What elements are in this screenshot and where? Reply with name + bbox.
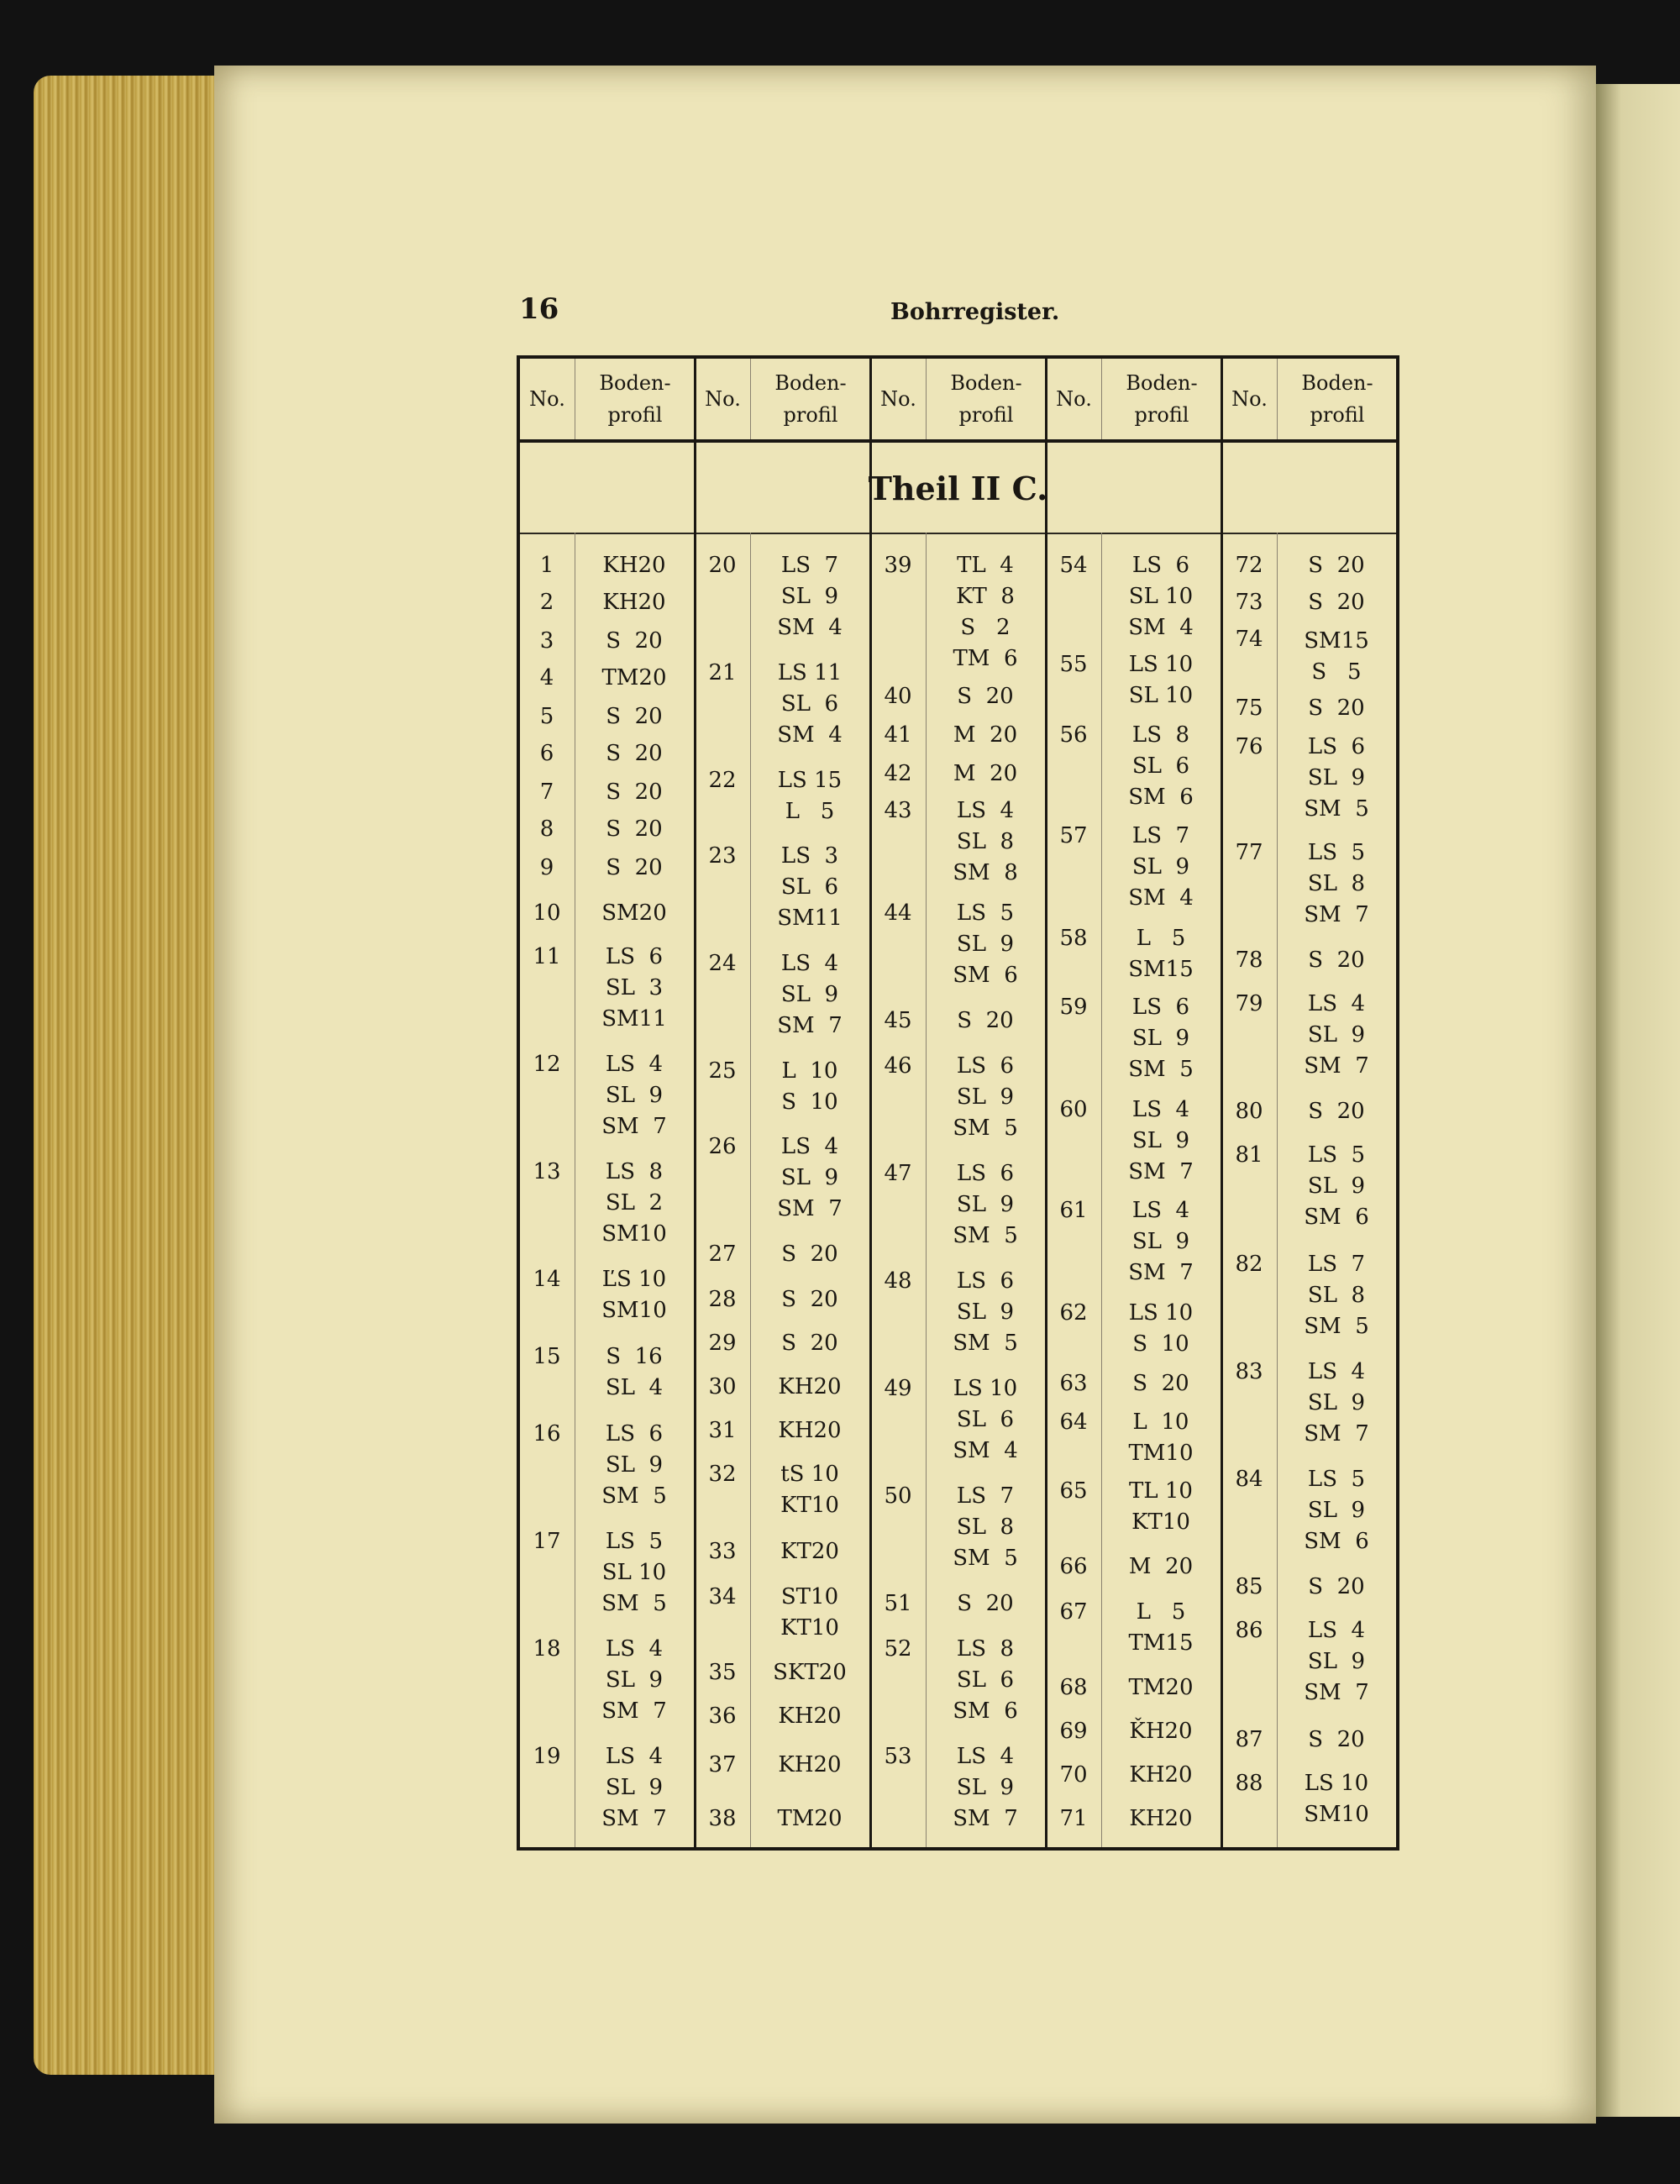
bodenprofil-entry: SL 9: [605, 1667, 664, 1693]
bohrung-number: 23: [708, 843, 737, 869]
bodenprofil-entry: SM 4: [1128, 615, 1194, 640]
bodenprofil-entry: SM 6: [1304, 1205, 1369, 1230]
bodenprofil-entry: S 20: [1308, 1574, 1365, 1599]
bodenprofil-entry: SL 9: [1131, 854, 1190, 879]
bohrung-number: 51: [884, 1591, 912, 1616]
bohrung-number: 71: [1059, 1806, 1088, 1831]
bodenprofil-entry: SL 9: [956, 1084, 1015, 1110]
bohrung-number: 39: [884, 553, 912, 578]
bohrung-number: 9: [539, 855, 554, 880]
bohrung-number: 77: [1235, 840, 1263, 865]
bodenprofil-entry: KT 8: [956, 584, 1015, 609]
bohrung-number: 73: [1235, 590, 1263, 615]
bohrung-number: 58: [1059, 926, 1088, 951]
bodenprofil-entry: S 20: [1308, 1099, 1365, 1124]
bodenprofil-entry: SM 5: [601, 1483, 667, 1509]
bodenprofil-entry: S 20: [1308, 948, 1365, 973]
bodenprofil-entry: S 20: [606, 704, 663, 729]
bodenprofil-entry: SM 7: [777, 1013, 843, 1038]
bohrung-number: 45: [884, 1008, 912, 1033]
bodenprofil-entry: S 20: [606, 855, 663, 880]
bohrung-number: 32: [708, 1462, 737, 1487]
bohrung-number: 86: [1235, 1618, 1263, 1643]
bohrung-number: 26: [708, 1134, 737, 1159]
column-divider: [1277, 533, 1278, 1847]
bohrung-number: 8: [539, 816, 554, 842]
bodenprofil-entry: LS 4: [956, 1744, 1015, 1769]
bohrung-number: 41: [884, 722, 912, 748]
bohrung-number: 25: [708, 1058, 737, 1084]
bohrung-number: 55: [1059, 652, 1088, 677]
bodenprofil-entry: SM 5: [953, 1116, 1018, 1141]
bodenprofil-entry: S 20: [781, 1287, 838, 1312]
bodenprofil-entry: SL 10: [601, 1560, 667, 1585]
bodenprofil-entry: S 20: [1132, 1371, 1189, 1396]
header-bodenprofil: Boden- profil: [599, 371, 671, 427]
bohrung-number: 34: [708, 1584, 737, 1609]
bodenprofil-entry: KT10: [780, 1615, 839, 1641]
bodenprofil-entry: SKT20: [773, 1660, 847, 1685]
bodenprofil-entry: TM20: [601, 665, 667, 690]
bodenprofil-entry: KH20: [778, 1704, 842, 1729]
bodenprofil-entry: SL 10: [1128, 683, 1194, 708]
bodenprofil-entry: KH20: [602, 590, 666, 615]
bodenprofil-entry: M 20: [953, 761, 1018, 786]
bodenprofil-entry: KH20: [778, 1418, 842, 1443]
bohrung-number: 7: [539, 780, 554, 805]
bodenprofil-entry: SL 9: [1307, 1173, 1366, 1199]
bodenprofil-entry: LS 15: [777, 768, 843, 793]
bodenprofil-entry: SL 9: [780, 1165, 839, 1190]
book-page-edges: [34, 76, 227, 2075]
bodenprofil-entry: LS 7: [1131, 823, 1190, 848]
section-rule: [520, 533, 1396, 534]
bodenprofil-entry: SL 9: [605, 1775, 664, 1800]
bohrung-number: 33: [708, 1539, 737, 1564]
bohrung-number: 76: [1235, 734, 1263, 759]
bodenprofil-entry: SM 7: [1128, 1159, 1194, 1184]
header-bodenprofil: Boden- profil: [950, 371, 1022, 427]
bodenprofil-entry: LS 4: [1307, 1618, 1366, 1643]
bohrung-number: 2: [539, 590, 554, 615]
bodenprofil-entry: LS 6: [956, 1268, 1015, 1294]
bohrung-number: 43: [884, 798, 912, 823]
bodenprofil-entry: LS 4: [605, 1744, 664, 1769]
bodenprofil-entry: TM20: [1128, 1675, 1194, 1700]
bodenprofil-entry: KH20: [778, 1374, 842, 1399]
header-bodenprofil: Boden- profil: [774, 371, 847, 427]
group-divider: [869, 359, 872, 1847]
bodenprofil-entry: SL 6: [780, 691, 839, 717]
bodenprofil-entry: S 10: [1132, 1331, 1189, 1357]
bohrung-number: 52: [884, 1636, 912, 1662]
bodenprofil-entry: ST10: [780, 1584, 839, 1609]
bodenprofil-entry: SM15: [1304, 628, 1369, 654]
bohrung-number: 57: [1059, 823, 1088, 848]
bodenprofil-entry: SM 5: [953, 1223, 1018, 1248]
bodenprofil-entry: SL 9: [956, 1775, 1015, 1800]
bohrung-number: 36: [708, 1704, 737, 1729]
bodenprofil-entry: SM 6: [953, 963, 1018, 988]
bodenprofil-entry: SM10: [601, 1298, 667, 1323]
bohrung-number: 30: [708, 1374, 737, 1399]
column-divider: [926, 533, 927, 1847]
bodenprofil-entry: KT10: [780, 1493, 839, 1518]
header-no: No.: [1231, 387, 1268, 411]
header-bodenprofil: Boden- profil: [1126, 371, 1198, 427]
bodenprofil-entry: LS 7: [956, 1483, 1015, 1509]
bohrung-number: 1: [539, 553, 554, 578]
bodenprofil-entry: SM 5: [1128, 1057, 1194, 1082]
bodenprofil-entry: S 20: [1308, 1727, 1365, 1752]
bohrung-number: 66: [1059, 1554, 1088, 1579]
bodenprofil-entry: LS 4: [605, 1636, 664, 1662]
bodenprofil-entry: LS 10: [953, 1376, 1018, 1401]
bodenprofil-entry: LS 6: [956, 1053, 1015, 1079]
bohrung-number: 87: [1235, 1727, 1263, 1752]
bohrung-number: 38: [708, 1806, 737, 1831]
bodenprofil-entry: SM 6: [953, 1698, 1018, 1724]
bohrung-number: 64: [1059, 1410, 1088, 1435]
bohrung-number: 84: [1235, 1467, 1263, 1492]
bohrung-number: 46: [884, 1053, 912, 1079]
bodenprofil-entry: SM20: [601, 900, 667, 926]
bohrung-number: 4: [539, 665, 554, 690]
bohrung-number: 65: [1059, 1478, 1088, 1504]
bohrung-number: 62: [1059, 1300, 1088, 1326]
bodenprofil-entry: SM 7: [1304, 1421, 1369, 1446]
column-divider: [1101, 533, 1102, 1847]
bodenprofil-entry: SL 10: [1128, 584, 1194, 609]
bodenprofil-entry: S 20: [606, 628, 663, 654]
bodenprofil-entry: SM 4: [777, 615, 843, 640]
bodenprofil-entry: SL 4: [605, 1375, 664, 1400]
bodenprofil-entry: LS 4: [1307, 991, 1366, 1016]
bodenprofil-entry: SL 9: [1131, 1026, 1190, 1051]
bodenprofil-entry: KH20: [602, 553, 666, 578]
bodenprofil-entry: S 20: [606, 816, 663, 842]
bohrung-number: 44: [884, 900, 912, 926]
bodenprofil-entry: SM 4: [777, 722, 843, 748]
bodenprofil-entry: SL 8: [1307, 1283, 1366, 1308]
bodenprofil-entry: SL 9: [956, 932, 1015, 957]
bodenprofil-entry: LS 10: [1304, 1771, 1369, 1796]
bodenprofil-entry: S 20: [957, 1591, 1014, 1616]
bodenprofil-entry: tS 10: [780, 1462, 839, 1487]
bohrung-number: 27: [708, 1242, 737, 1267]
bohrung-number: 81: [1235, 1142, 1263, 1168]
bodenprofil-entry: SL 9: [956, 1192, 1015, 1217]
bodenprofil-entry: S 20: [606, 780, 663, 805]
bodenprofil-entry: SM10: [1304, 1802, 1369, 1827]
bodenprofil-entry: LS 5: [1307, 840, 1366, 865]
bodenprofil-entry: L 5: [785, 799, 835, 824]
bodenprofil-entry: L 10: [1132, 1410, 1189, 1435]
bodenprofil-entry: KH20: [778, 1752, 842, 1777]
bohrung-number: 17: [533, 1529, 561, 1554]
bodenprofil-entry: SM15: [1128, 957, 1194, 982]
bodenprofil-entry: S 20: [606, 741, 663, 766]
bohrung-number: 60: [1059, 1097, 1088, 1122]
bohrung-number: 16: [533, 1421, 561, 1446]
bodenprofil-entry: LS 6: [956, 1161, 1015, 1186]
bodenprofil-entry: SM10: [601, 1221, 667, 1247]
bodenprofil-entry: L 10: [781, 1058, 838, 1084]
bodenprofil-entry: SL 6: [956, 1667, 1015, 1693]
facing-page-edge: [1596, 84, 1680, 2117]
running-head: Bohrregister.: [890, 299, 1060, 325]
bodenprofil-entry: SL 9: [780, 982, 839, 1007]
bodenprofil-entry: LS 11: [777, 660, 843, 685]
bohrregister-table: [517, 355, 1399, 1851]
bodenprofil-entry: LS 4: [780, 1134, 839, 1159]
bodenprofil-entry: LS 4: [1131, 1097, 1190, 1122]
bohrung-number: 21: [708, 660, 737, 685]
bohrung-number: 10: [533, 900, 561, 926]
bodenprofil-entry: TM10: [1128, 1441, 1194, 1466]
bohrung-number: 63: [1059, 1371, 1088, 1396]
bohrung-number: 11: [533, 944, 561, 969]
bodenprofil-entry: SL 9: [605, 1452, 664, 1478]
bodenprofil-entry: S 2: [960, 615, 1011, 640]
bohrung-number: 29: [708, 1331, 737, 1356]
bodenprofil-entry: LS 7: [1307, 1252, 1366, 1277]
group-divider: [694, 359, 696, 1847]
bodenprofil-entry: SM 6: [1304, 1529, 1369, 1554]
bodenprofil-entry: KT10: [1131, 1509, 1190, 1535]
bohrung-number: 75: [1235, 696, 1263, 721]
bodenprofil-entry: TM15: [1128, 1630, 1194, 1656]
bohrung-number: 42: [884, 761, 912, 786]
bodenprofil-entry: LS 4: [1307, 1359, 1366, 1384]
bodenprofil-entry: SM 8: [953, 860, 1018, 885]
bodenprofil-entry: LS 10: [1128, 1300, 1194, 1326]
bodenprofil-entry: TM20: [777, 1806, 843, 1831]
bodenprofil-entry: LS 5: [605, 1529, 664, 1554]
bohrung-number: 82: [1235, 1252, 1263, 1277]
bodenprofil-entry: ĽS 10: [601, 1267, 667, 1292]
bodenprofil-entry: SL 3: [605, 975, 664, 1000]
bohrung-number: 35: [708, 1660, 737, 1685]
bohrung-number: 47: [884, 1161, 912, 1186]
bodenprofil-entry: LS 4: [605, 1052, 664, 1077]
bodenprofil-entry: LS 3: [780, 843, 839, 869]
header-rule: [520, 439, 1396, 443]
bodenprofil-entry: SL 2: [605, 1190, 664, 1215]
bodenprofil-entry: S 16: [606, 1344, 663, 1369]
bohrung-number: 74: [1235, 627, 1263, 652]
bohrung-number: 67: [1059, 1599, 1088, 1625]
bodenprofil-entry: SM 7: [1128, 1260, 1194, 1285]
header-no: No.: [880, 387, 916, 411]
bodenprofil-entry: S 20: [1308, 696, 1365, 721]
bohrung-number: 72: [1235, 553, 1263, 578]
bodenprofil-entry: LS 8: [956, 1636, 1015, 1662]
bohrung-number: 59: [1059, 995, 1088, 1020]
bohrung-number: 6: [539, 741, 554, 766]
bodenprofil-entry: TL 10: [1129, 1478, 1193, 1504]
bodenprofil-entry: S 20: [1308, 590, 1365, 615]
bodenprofil-entry: LS 6: [1131, 553, 1190, 578]
bodenprofil-entry: SM 7: [601, 1806, 667, 1831]
bodenprofil-entry: SM 5: [1304, 796, 1369, 822]
bodenprofil-entry: S 20: [781, 1242, 838, 1267]
header-no: No.: [1056, 387, 1092, 411]
bodenprofil-entry: KT20: [780, 1539, 839, 1564]
bodenprofil-entry: SM 7: [777, 1196, 843, 1221]
bodenprofil-entry: M 20: [1128, 1554, 1194, 1579]
bodenprofil-entry: KH20: [1129, 1762, 1193, 1788]
bodenprofil-entry: KH20: [1129, 1806, 1193, 1831]
bodenprofil-entry: SL 6: [956, 1407, 1015, 1432]
bodenprofil-entry: SM 7: [1304, 902, 1369, 927]
bodenprofil-entry: LS 7: [780, 553, 839, 578]
bohrung-number: 54: [1059, 553, 1088, 578]
bodenprofil-entry: LS 4: [780, 951, 839, 976]
bodenprofil-entry: SM11: [777, 906, 843, 931]
bodenprofil-entry: SM 6: [1128, 785, 1194, 810]
bohrung-number: 48: [884, 1268, 912, 1294]
bohrung-number: 49: [884, 1376, 912, 1401]
bohrung-number: 83: [1235, 1359, 1263, 1384]
section-title: Theil II C.: [868, 470, 1048, 507]
bodenprofil-entry: LS 5: [1307, 1142, 1366, 1168]
bohrung-number: 78: [1235, 948, 1263, 973]
bodenprofil-entry: SL 9: [1307, 1022, 1366, 1047]
bodenprofil-entry: LS 4: [1131, 1198, 1190, 1223]
bohrung-number: 18: [533, 1636, 561, 1662]
bohrung-number: 53: [884, 1744, 912, 1769]
bodenprofil-entry: L 5: [1136, 1599, 1186, 1625]
bohrung-number: 24: [708, 951, 737, 976]
bodenprofil-entry: LS 5: [956, 900, 1015, 926]
bohrung-number: 56: [1059, 722, 1088, 748]
bodenprofil-entry: SM 7: [601, 1114, 667, 1139]
bohrung-number: 40: [884, 684, 912, 709]
bohrung-number: 69: [1059, 1719, 1088, 1744]
bohrung-number: 14: [533, 1267, 561, 1292]
bodenprofil-entry: SM 5: [1304, 1314, 1369, 1339]
bodenprofil-entry: SL 9: [1131, 1229, 1190, 1254]
bodenprofil-entry: S 10: [781, 1089, 838, 1115]
bohrung-number: 88: [1235, 1771, 1263, 1796]
bodenprofil-entry: SM 4: [1128, 885, 1194, 911]
bodenprofil-entry: SM 5: [953, 1546, 1018, 1571]
bodenprofil-entry: SM 7: [601, 1698, 667, 1724]
bodenprofil-entry: SL 6: [1131, 753, 1190, 779]
bodenprofil-entry: SM 4: [953, 1438, 1018, 1463]
header-bodenprofil: Boden- profil: [1301, 371, 1373, 427]
bohrung-number: 19: [533, 1744, 561, 1769]
bohrung-number: 85: [1235, 1574, 1263, 1599]
bodenprofil-entry: SM 5: [601, 1591, 667, 1616]
bodenprofil-entry: S 20: [957, 1008, 1014, 1033]
bodenprofil-entry: LS 5: [1307, 1467, 1366, 1492]
bodenprofil-entry: SL 9: [956, 1299, 1015, 1325]
bodenprofil-entry: SM 7: [1304, 1053, 1369, 1079]
bohrung-number: 5: [539, 704, 554, 729]
bodenprofil-entry: ǨH20: [1129, 1719, 1193, 1744]
bohrung-number: 15: [533, 1344, 561, 1369]
bodenprofil-entry: S 20: [781, 1331, 838, 1356]
bodenprofil-entry: SL 9: [780, 584, 839, 609]
column-divider: [750, 533, 751, 1847]
bodenprofil-entry: TM 6: [953, 646, 1018, 671]
bohrung-number: 12: [533, 1052, 561, 1077]
bodenprofil-entry: LS 10: [1128, 652, 1194, 677]
group-divider: [1221, 359, 1223, 1847]
bohrung-number: 31: [708, 1418, 737, 1443]
bohrung-number: 79: [1235, 991, 1263, 1016]
bodenprofil-entry: SL 9: [605, 1083, 664, 1108]
bodenprofil-entry: LS 6: [1131, 995, 1190, 1020]
header-no: No.: [529, 387, 565, 411]
bohrung-number: 61: [1059, 1198, 1088, 1223]
bohrung-number: 68: [1059, 1675, 1088, 1700]
bohrung-number: 13: [533, 1159, 561, 1184]
bodenprofil-entry: SL 8: [956, 1515, 1015, 1540]
bodenprofil-entry: M 20: [953, 722, 1018, 748]
bodenprofil-entry: S 20: [1308, 553, 1365, 578]
bohrung-number: 20: [708, 553, 737, 578]
page-number: 16: [519, 292, 559, 326]
group-divider: [1045, 359, 1047, 1847]
bohrung-number: 3: [539, 628, 554, 654]
bohrung-number: 28: [708, 1287, 737, 1312]
bodenprofil-entry: SM11: [601, 1006, 667, 1032]
bodenprofil-entry: SL 8: [1307, 871, 1366, 896]
bohrung-number: 50: [884, 1483, 912, 1509]
bodenprofil-entry: LS 8: [1131, 722, 1190, 748]
bohrung-number: 22: [708, 768, 737, 793]
bodenprofil-entry: SM 7: [1304, 1680, 1369, 1705]
bodenprofil-entry: SL 9: [1307, 765, 1366, 790]
bodenprofil-entry: SL 8: [956, 829, 1015, 854]
bodenprofil-entry: LS 4: [956, 798, 1015, 823]
bodenprofil-entry: SL 9: [1131, 1128, 1190, 1153]
bodenprofil-entry: S 5: [1311, 659, 1362, 685]
bodenprofil-entry: SL 9: [1307, 1649, 1366, 1674]
bodenprofil-entry: L 5: [1136, 926, 1186, 951]
bodenprofil-entry: SL 9: [1307, 1390, 1366, 1415]
bodenprofil-entry: LS 6: [605, 944, 664, 969]
bodenprofil-entry: SL 9: [1307, 1498, 1366, 1523]
bodenprofil-entry: LS 8: [605, 1159, 664, 1184]
bohrung-number: 37: [708, 1752, 737, 1777]
bodenprofil-entry: LS 6: [1307, 734, 1366, 759]
bodenprofil-entry: TL 4: [957, 553, 1014, 578]
bodenprofil-entry: SL 6: [780, 874, 839, 900]
header-no: No.: [705, 387, 741, 411]
bodenprofil-entry: SM 5: [953, 1331, 1018, 1356]
bodenprofil-entry: S 20: [957, 684, 1014, 709]
bohrung-number: 80: [1235, 1099, 1263, 1124]
bodenprofil-entry: SM 7: [953, 1806, 1018, 1831]
bohrung-number: 70: [1059, 1762, 1088, 1788]
bodenprofil-entry: LS 6: [605, 1421, 664, 1446]
